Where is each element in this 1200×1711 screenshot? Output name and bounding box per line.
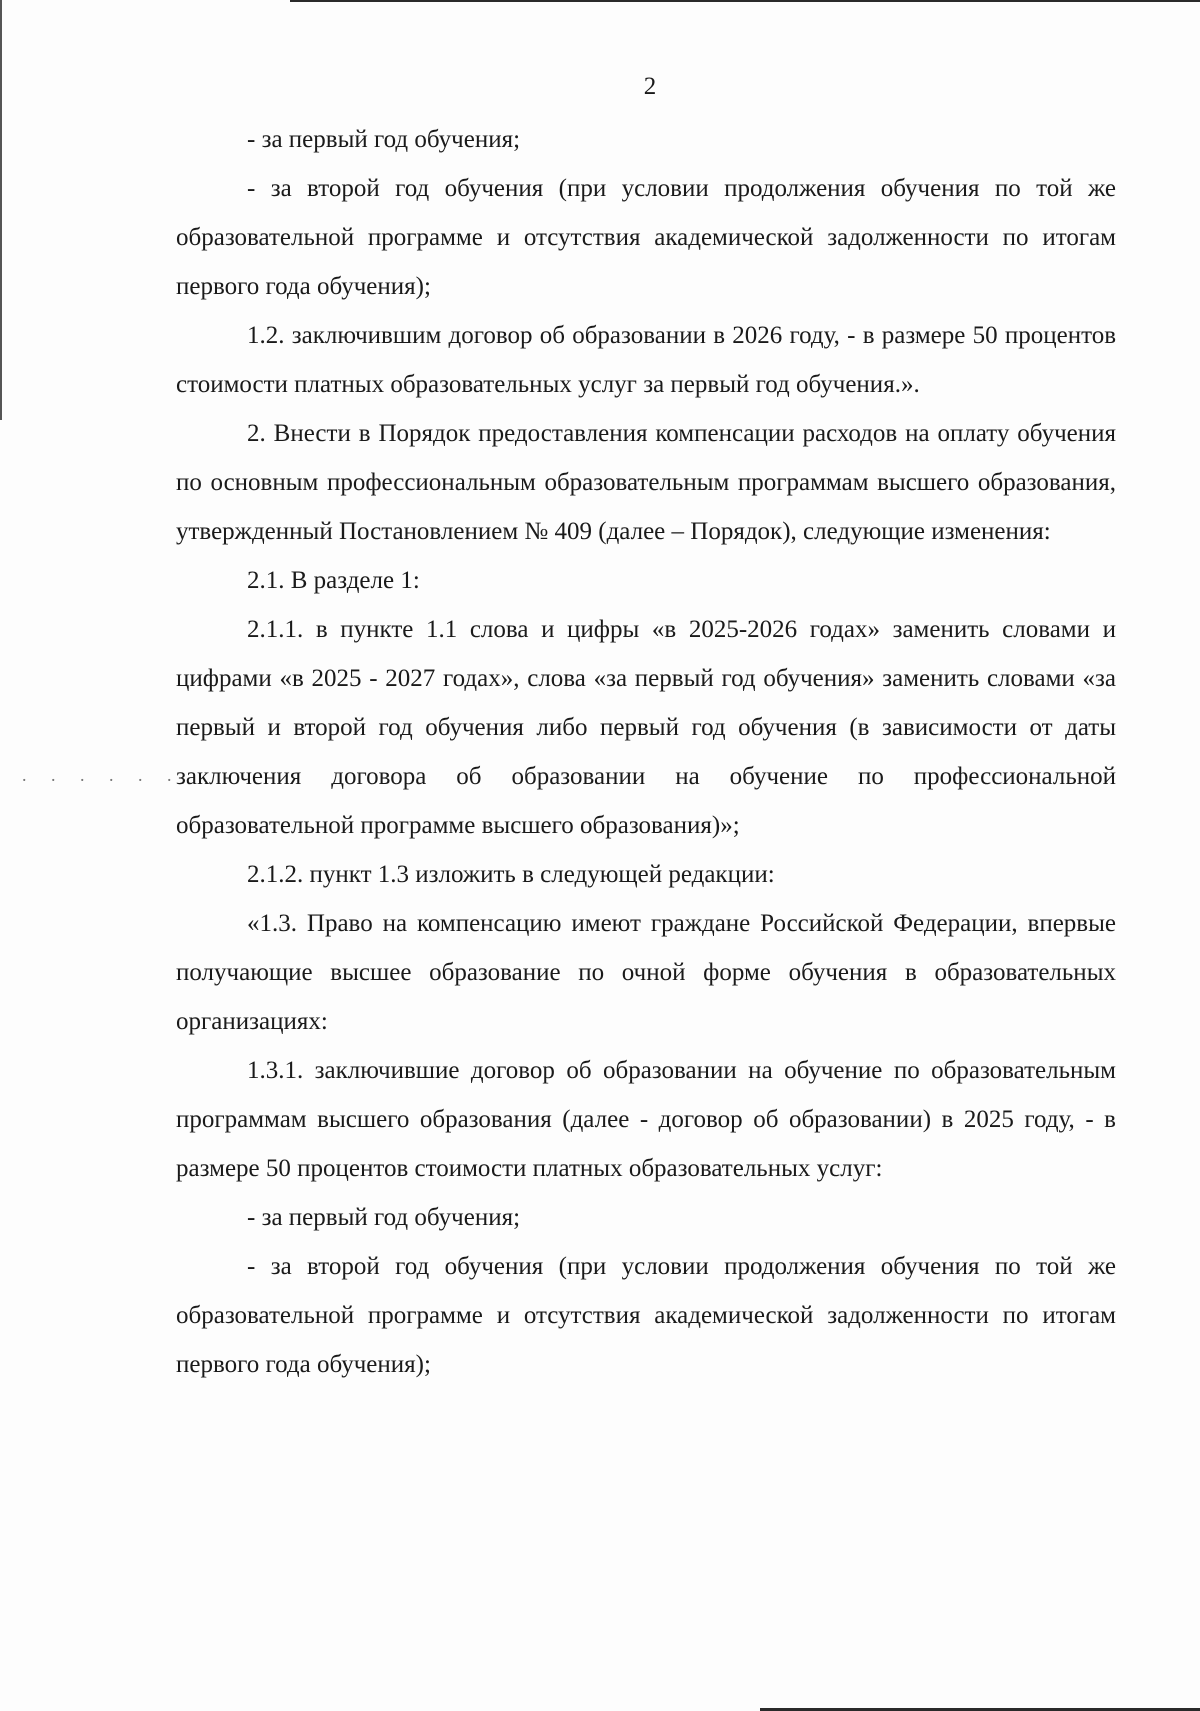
paragraph-item-1-2: 1.2. заключившим договор об образовании в 2026 году, - в размере 50 процентов стоимости платных образовательных услуг за первый год обучения.».: [176, 322, 1116, 398]
paragraph-second-year: - за второй год обучения (при условии продолжения обучения по той же образовательной программе и отсутствия академической задолженности по итогам первого года обучения);: [176, 175, 1116, 300]
margin-dots-decoration: . . . . . .: [22, 765, 182, 785]
scan-top-border: [290, 0, 1200, 2]
paragraph-item-2-1: 2.1. В разделе 1:: [247, 567, 420, 594]
paragraph-item-2: 2. Внести в Порядок предоставления компенсации расходов на оплату обучения по основным профессиональным образовательным программам высшего образования, утвержденный Постановлением № 409 (далее – Порядок), следующие изменения:: [176, 420, 1116, 545]
scan-left-border: [0, 0, 2, 420]
paragraph-item-2-1-1: 2.1.1. в пункте 1.1 слова и цифры «в 2025-2026 годах» заменить словами и цифрами «в 2025 - 2027 годах», слова «за первый год обучения» заменить словами «за первый и второй год обучения либо первый год обучения (в зависимости от даты заключения договора об образовании на обучение по профессиональной образовательной программе высшего образования)»;: [176, 616, 1116, 839]
paragraph-item-1-3-1: 1.3.1. заключившие договор об образовании на обучение по образовательным программам высшего образования (далее - договор об образовании) в 2025 году, - в размере 50 процентов стоимости платных образовательных услуг:: [176, 1057, 1116, 1182]
page-number: 2: [643, 73, 657, 100]
document-body: [176, 115, 1116, 1389]
paragraph-item-1-3: «1.3. Право на компенсацию имеют граждане Российской Федерации, впервые получающие высшее образование по очной форме обучения в образовательных организациях:: [176, 910, 1116, 1035]
paragraph-item-2-1-2: 2.1.2. пункт 1.3 изложить в следующей редакции:: [247, 861, 775, 888]
paragraph-second-year-repeat: - за второй год обучения (при условии продолжения обучения по той же образовательной программе и отсутствия академической задолженности по итогам первого года обучения);: [176, 1253, 1116, 1378]
paragraph-first-year: - за первый год обучения;: [247, 126, 521, 153]
paragraph-first-year-repeat: - за первый год обучения;: [247, 1204, 521, 1231]
